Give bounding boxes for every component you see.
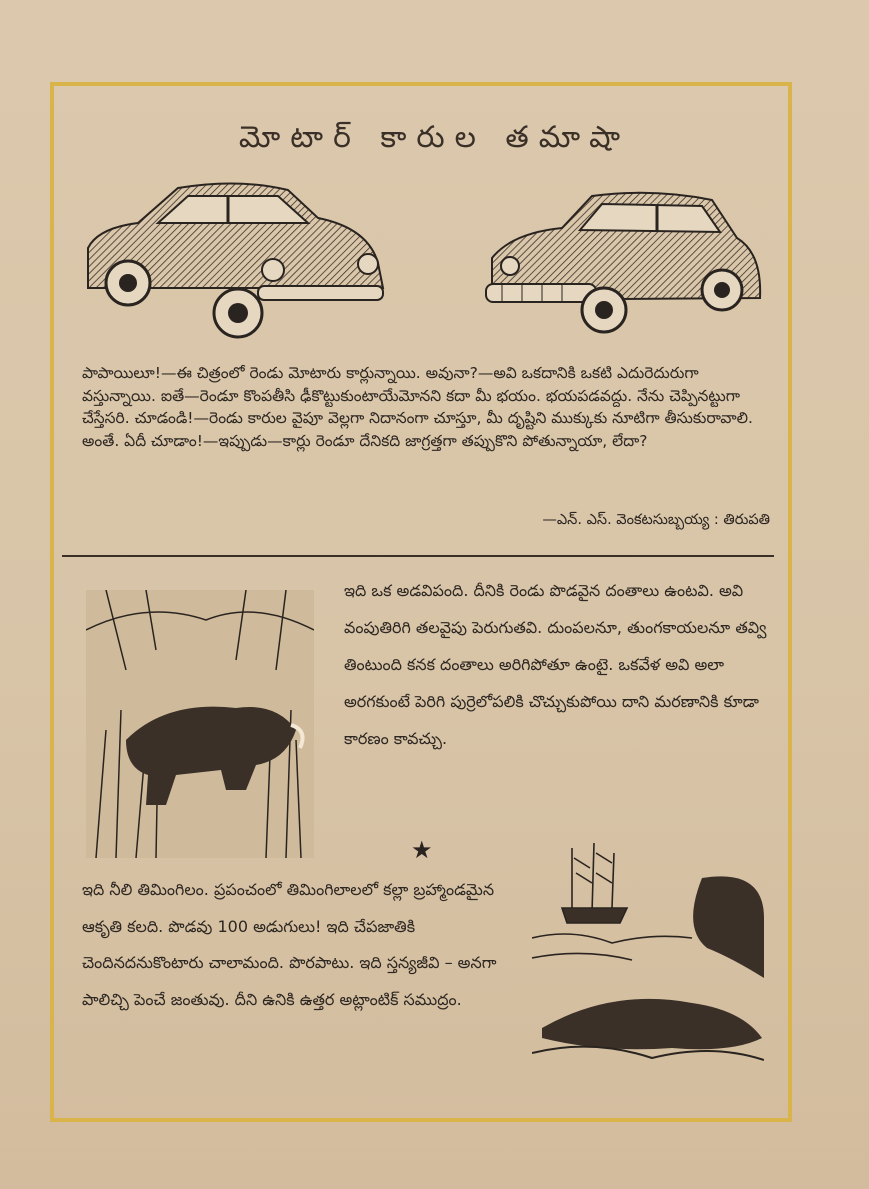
boar-illustration [86,590,314,858]
car-left-illustration [78,178,390,343]
whale-ship-illustration [532,838,764,1070]
star-icon: ★ [411,836,433,864]
page-title: మోటార్ కారుల తమాషా [238,120,631,155]
section-divider [62,555,774,557]
whale-paragraph: ఇది నీలి తిమింగిలం. ప్రపంచంలో తిమింగిలాలలో కల్లా బ్రహ్మాండమైన ఆకృతి కలది. పొడవు 100 అడుగులు! ఇది చేపజాతికి చెందినదనుకొంటారు చాలామంది. పొరపాటు. ఇది స్తన్యజీవి – అనగా పాలిచ్చి పెంచే జంతువు. దీని ఉనికి ఉత్తర అట్లాంటిక్ సముద్రం. [82,880,497,1009]
puzzle-credit: —ఎన్. ఎస్. వెంకటసుబ్బయ్య : తిరుపతి [542,512,770,528]
boar-paragraph: ఇది ఒక అడవిపంది. దీనికి రెండు పొడవైన దంతాలు ఉంటవి. అవి వంపుతిరిగి తలవైపు పెరుగుతవి. దుంపలనూ, తుంగకాయలనూ తవ్వి తింటుంది కనక దంతాలు అరిగిపోతూ ఉంటై. ఒకవేళ అవి అలా అరగకుంటే పెరిగి పుర్రెలోపలికి చొచ్చుకుపోయి దాని మరణానికి కూడా కారణం కావచ్చు. [344,581,767,748]
car-right-illustration [482,188,764,338]
puzzle-paragraph: పాపాయిలూ!—ఈ చిత్రంలో రెండు మోటారు కార్లున్నాయి. అవునా?—అవి ఒకదానికి ఒకటి ఎదురెదురుగా వస్తున్నాయి. ఐతే—రెండూ కొంపతీసి ఢీకొట్టుకుంటాయేమోనని కదా మీ భయం. భయపడవద్దు. నేను చెప్పినట్టుగా చేస్తేసరి. చూడండి!—రెండు కారుల వైపూ వెల్లగా నిదానంగా చూస్తూ, మీ దృష్టిని ముక్కుకు నూటిగా తీసుకురావాలి. అంతే. ఏదీ చూడాం!—ఇప్పుడు—కార్లు రెండూ దేనికది జాగ్రత్తగా తప్పుకొని పోతున్నాయా, లేదా? [82,364,753,450]
